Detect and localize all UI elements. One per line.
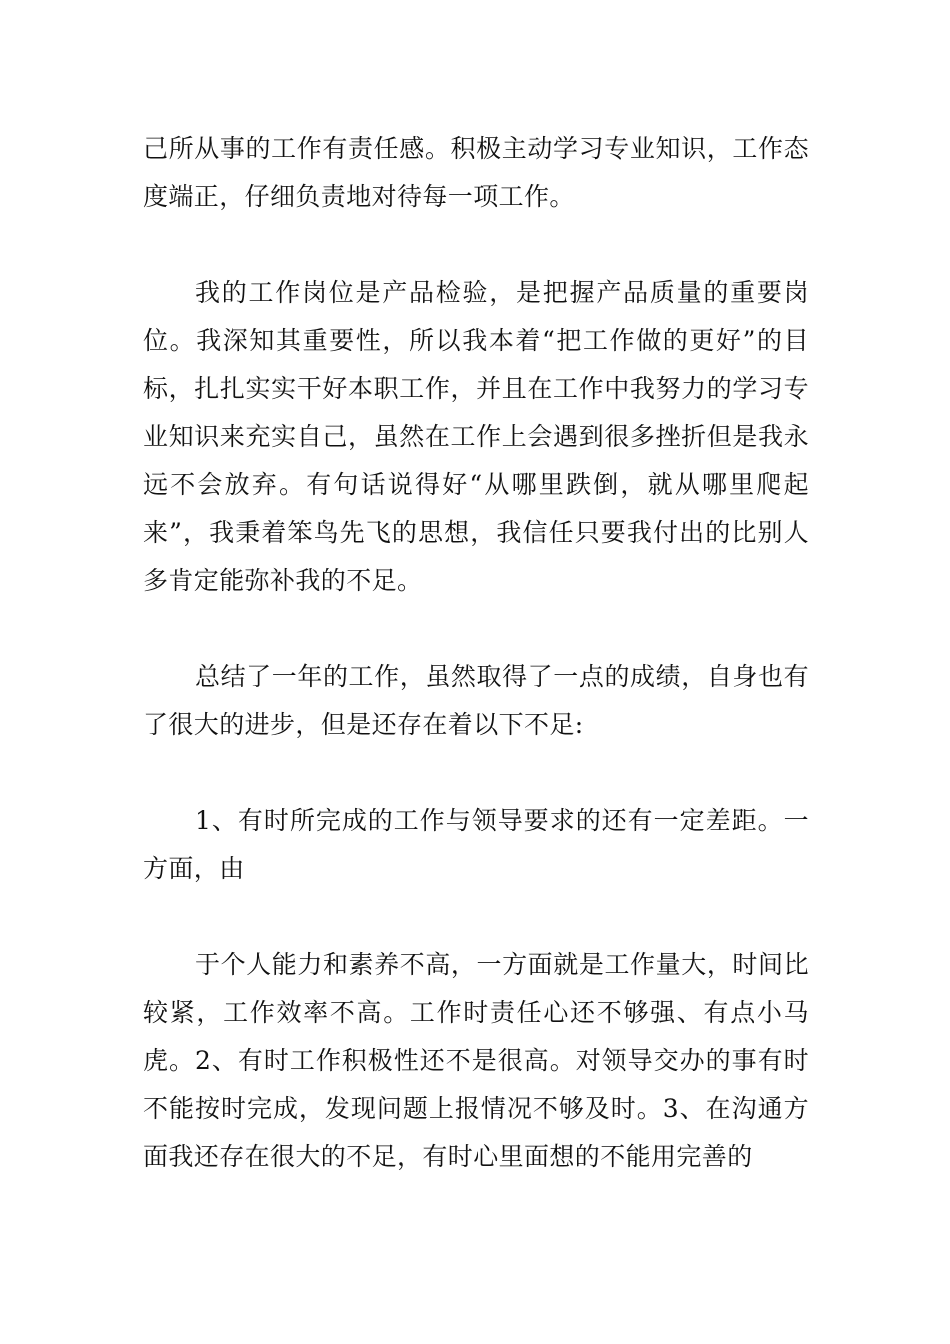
paragraph-job-position: 我的工作岗位是产品检验，是把握产品质量的重要岗位。我深知其重要性，所以我本着“把工作做的更好”的目标，扎扎实实干好本职工作，并且在工作中我努力的学习专业知识来充实自己，虽然在工作上会遇到很多挫折但是我永远不会放弃。有句话说得好“从哪里跌倒，就从哪里爬起来”，我秉着笨鸟先飞的思想，我信任只要我付出的比别人多肯定能弥补我的不足。 [143, 278, 809, 595]
document-page [143, 125, 809, 1229]
paragraph-shortcoming-1: 1、有时所完成的工作与领导要求的还有一定差距。一方面，由 [143, 806, 809, 883]
paragraph-responsibility: 己所从事的工作有责任感。积极主动学习专业知识，工作态度端正，仔细负责地对待每一项工作。 [143, 134, 809, 211]
paragraph-shortcomings-continued: 于个人能力和素养不高，一方面就是工作量大，时间比较紧，工作效率不高。工作时责任心还不够强、有点小马虎。2、有时工作积极性还不是很高。对领导交办的事有时不能按时完成，发现问题上报情况不够及时。3、在沟通方面我还存在很大的不足，有时心里面想的不能用完善的 [143, 950, 809, 1171]
paragraph-year-summary: 总结了一年的工作，虽然取得了一点的成绩，自身也有了很大的进步，但是还存在着以下不足: [143, 662, 809, 739]
